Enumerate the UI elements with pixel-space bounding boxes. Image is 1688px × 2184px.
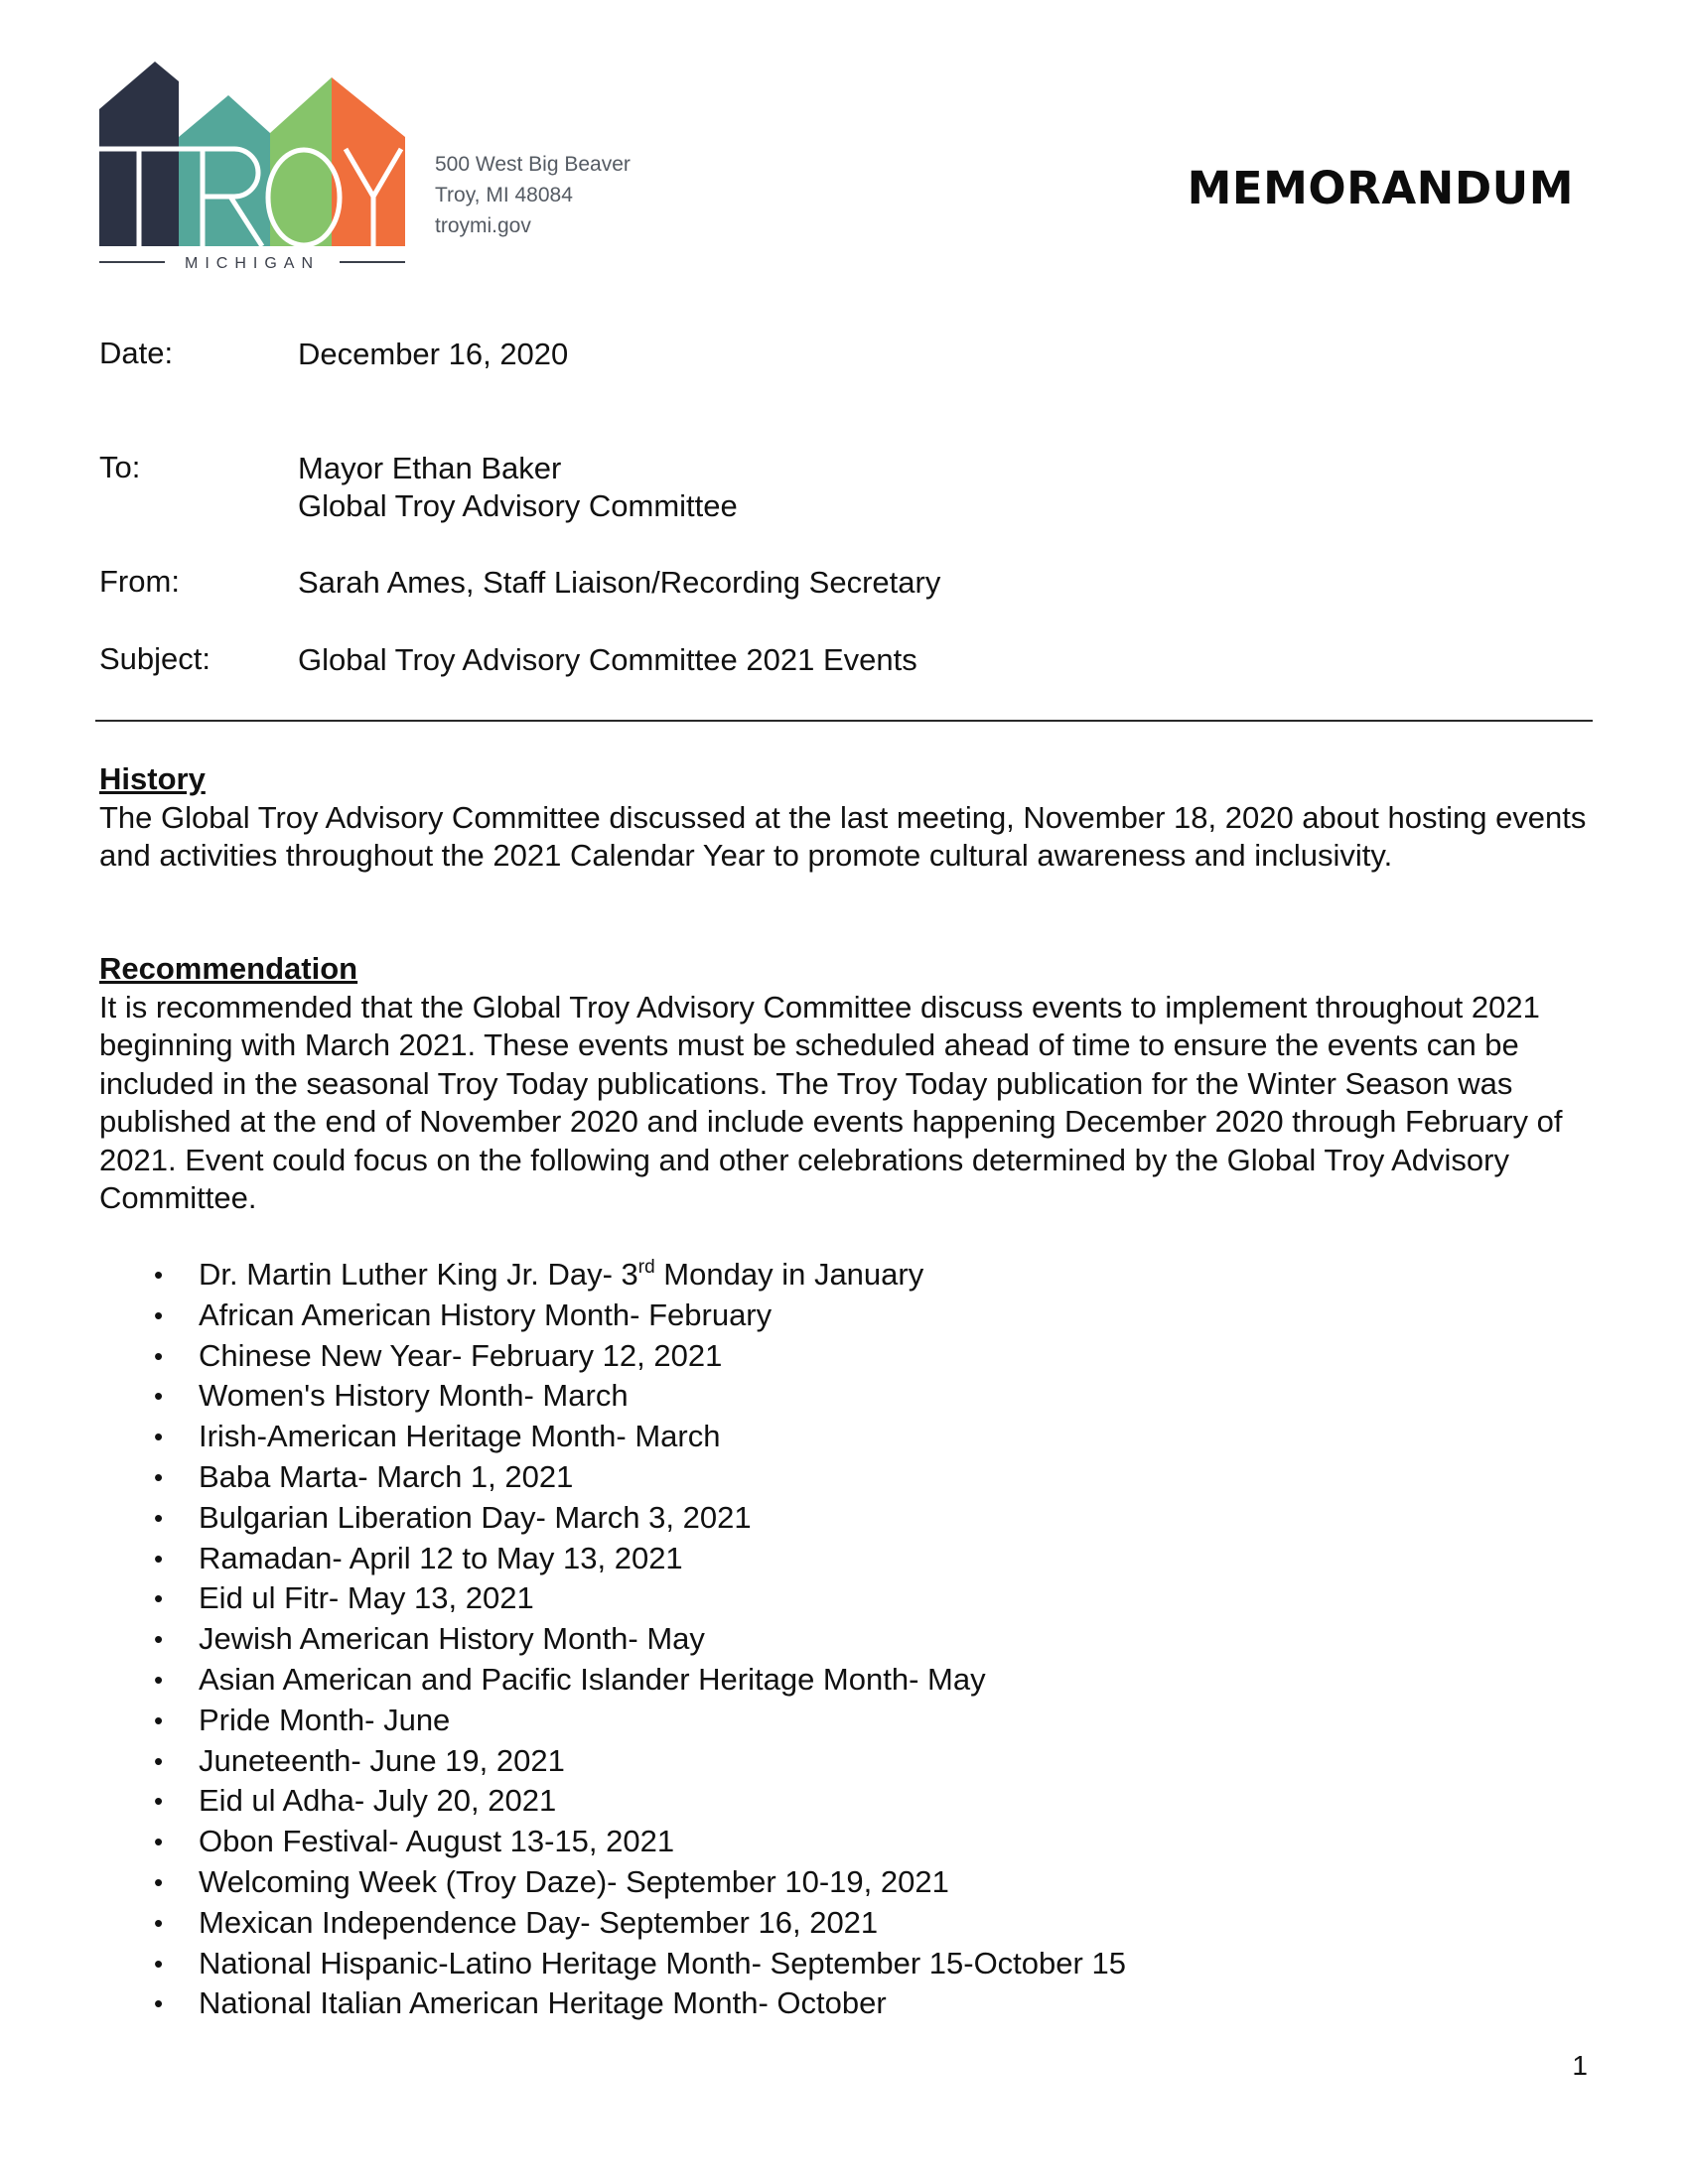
logo-subtitle: MICHIGAN bbox=[185, 255, 320, 271]
event-text: Bulgarian Liberation Day- March 3, 2021 bbox=[199, 1499, 752, 1535]
list-item bbox=[99, 1578, 1126, 1619]
list-item bbox=[99, 1903, 1126, 1944]
address-website: troymi.gov bbox=[435, 214, 531, 237]
list-item bbox=[99, 1498, 1126, 1539]
recommendation-text: It is recommended that the Global Troy Advisory Committee discuss events to implement throughout 2021 beginning with March 2021. These events must be scheduled ahead of time to ensure the events can be included in the seasonal Troy Today publications. The Troy Today publication for the Winter Season was published at the end of November 2020 and include events happening December 2020 through February of 2021. Event could focus on the following and other celebrations determined by the Global Troy Advisory Committee. bbox=[99, 989, 1563, 1215]
to-recipients bbox=[298, 450, 738, 525]
history-text: The Global Troy Advisory Committee discussed at the last meeting, November 18, 2020 about hosting events and activities throughout the 2021 Calendar Year to promote cultural awareness and inclusivity. bbox=[99, 799, 1587, 873]
bullet-icon: • bbox=[154, 1705, 164, 1735]
event-text: Asian American and Pacific Islander Heritage Month- May bbox=[199, 1661, 986, 1697]
event-mlk-text: Dr. Martin Luther King Jr. Day- 3 bbox=[199, 1257, 638, 1292]
page-number: 1 bbox=[1572, 2050, 1588, 2081]
bullet-icon: • bbox=[154, 1422, 164, 1452]
history-heading: History bbox=[99, 761, 206, 796]
bullet-icon: • bbox=[154, 1260, 164, 1290]
date-value: December 16, 2020 bbox=[298, 337, 569, 371]
subject-label: Subject: bbox=[99, 641, 211, 676]
recommendation-section bbox=[99, 950, 1609, 1218]
event-text: Chinese New Year- February 12, 2021 bbox=[199, 1337, 723, 1373]
bullet-icon: • bbox=[154, 1461, 164, 1492]
date-label: Date: bbox=[99, 336, 174, 370]
list-item bbox=[99, 1457, 1126, 1498]
bullet-icon: • bbox=[154, 1866, 164, 1897]
bullet-icon: • bbox=[154, 1543, 164, 1573]
event-text: African American History Month- February bbox=[199, 1297, 773, 1332]
event-text: Obon Festival- August 13-15, 2021 bbox=[199, 1824, 675, 1859]
letterhead-address bbox=[435, 149, 631, 241]
event-mlk-superscript: rd bbox=[637, 1257, 655, 1278]
list-item bbox=[99, 1296, 1126, 1336]
logo-house-navy bbox=[99, 62, 155, 246]
to-label: To: bbox=[99, 450, 141, 484]
bullet-icon: • bbox=[154, 1624, 164, 1655]
bullet-icon: • bbox=[154, 1340, 164, 1371]
bullet-icon: • bbox=[154, 1786, 164, 1817]
event-text: Jewish American History Month- May bbox=[199, 1621, 705, 1657]
logo-house-navy-roof bbox=[155, 62, 179, 246]
from-label: From: bbox=[99, 564, 180, 599]
event-text: National Italian American Heritage Month- October bbox=[199, 1985, 887, 2021]
from-value: Sarah Ames, Staff Liaison/Recording Secretary bbox=[298, 565, 941, 600]
list-item bbox=[99, 1701, 1126, 1741]
list-item bbox=[99, 1336, 1126, 1377]
list-item bbox=[99, 1660, 1126, 1701]
troy-michigan-logo bbox=[95, 58, 413, 271]
event-text: Women's History Month- March bbox=[199, 1378, 629, 1414]
event-text: Eid ul Fitr- May 13, 2021 bbox=[199, 1580, 534, 1616]
address-street: 500 West Big Beaver bbox=[435, 153, 631, 176]
bullet-icon: • bbox=[154, 1583, 164, 1614]
bullet-icon: • bbox=[154, 1664, 164, 1695]
list-item bbox=[99, 1417, 1126, 1457]
to-recipient-1: Mayor Ethan Baker bbox=[298, 451, 562, 485]
event-text: Pride Month- June bbox=[199, 1702, 451, 1737]
address-city: Troy, MI 48084 bbox=[435, 184, 573, 206]
to-recipient-2: Global Troy Advisory Committee bbox=[298, 488, 738, 523]
event-text: Mexican Independence Day- September 16, 2021 bbox=[199, 1904, 879, 1940]
list-item bbox=[99, 1983, 1126, 2024]
events-list bbox=[99, 1255, 1126, 2024]
bullet-icon: • bbox=[154, 1827, 164, 1857]
event-text: Eid ul Adha- July 20, 2021 bbox=[199, 1783, 557, 1819]
event-text: Juneteenth- June 19, 2021 bbox=[199, 1742, 565, 1778]
history-section bbox=[99, 760, 1609, 876]
event-text: National Hispanic-Latino Heritage Month- September 15-October 15 bbox=[199, 1945, 1126, 1980]
list-item bbox=[99, 1619, 1126, 1660]
bullet-icon: • bbox=[154, 1502, 164, 1533]
list-item bbox=[99, 1255, 1126, 1296]
bullet-icon: • bbox=[154, 1907, 164, 1938]
event-text: Baba Marta- March 1, 2021 bbox=[199, 1458, 574, 1494]
bullet-icon: • bbox=[154, 1381, 164, 1412]
recommendation-heading: Recommendation bbox=[99, 951, 358, 986]
header-divider bbox=[95, 720, 1593, 722]
subject-value: Global Troy Advisory Committee 2021 Events bbox=[298, 642, 917, 677]
document-type-title: MEMORANDUM bbox=[1187, 162, 1574, 214]
list-item bbox=[99, 1376, 1126, 1417]
list-item bbox=[99, 1539, 1126, 1579]
event-mlk-text-end: Monday in January bbox=[654, 1257, 924, 1292]
bullet-icon: • bbox=[154, 1988, 164, 2019]
event-text: Welcoming Week (Troy Daze)- September 10-19, 2021 bbox=[199, 1863, 949, 1899]
list-item bbox=[99, 1781, 1126, 1822]
event-text: Ramadan- April 12 to May 13, 2021 bbox=[199, 1540, 683, 1575]
bullet-icon: • bbox=[154, 1948, 164, 1979]
event-text: Irish-American Heritage Month- March bbox=[199, 1419, 721, 1454]
bullet-icon: • bbox=[154, 1299, 164, 1330]
list-item bbox=[99, 1822, 1126, 1862]
bullet-icon: • bbox=[154, 1745, 164, 1776]
list-item bbox=[99, 1862, 1126, 1903]
list-item bbox=[99, 1741, 1126, 1782]
list-item bbox=[99, 1944, 1126, 1984]
